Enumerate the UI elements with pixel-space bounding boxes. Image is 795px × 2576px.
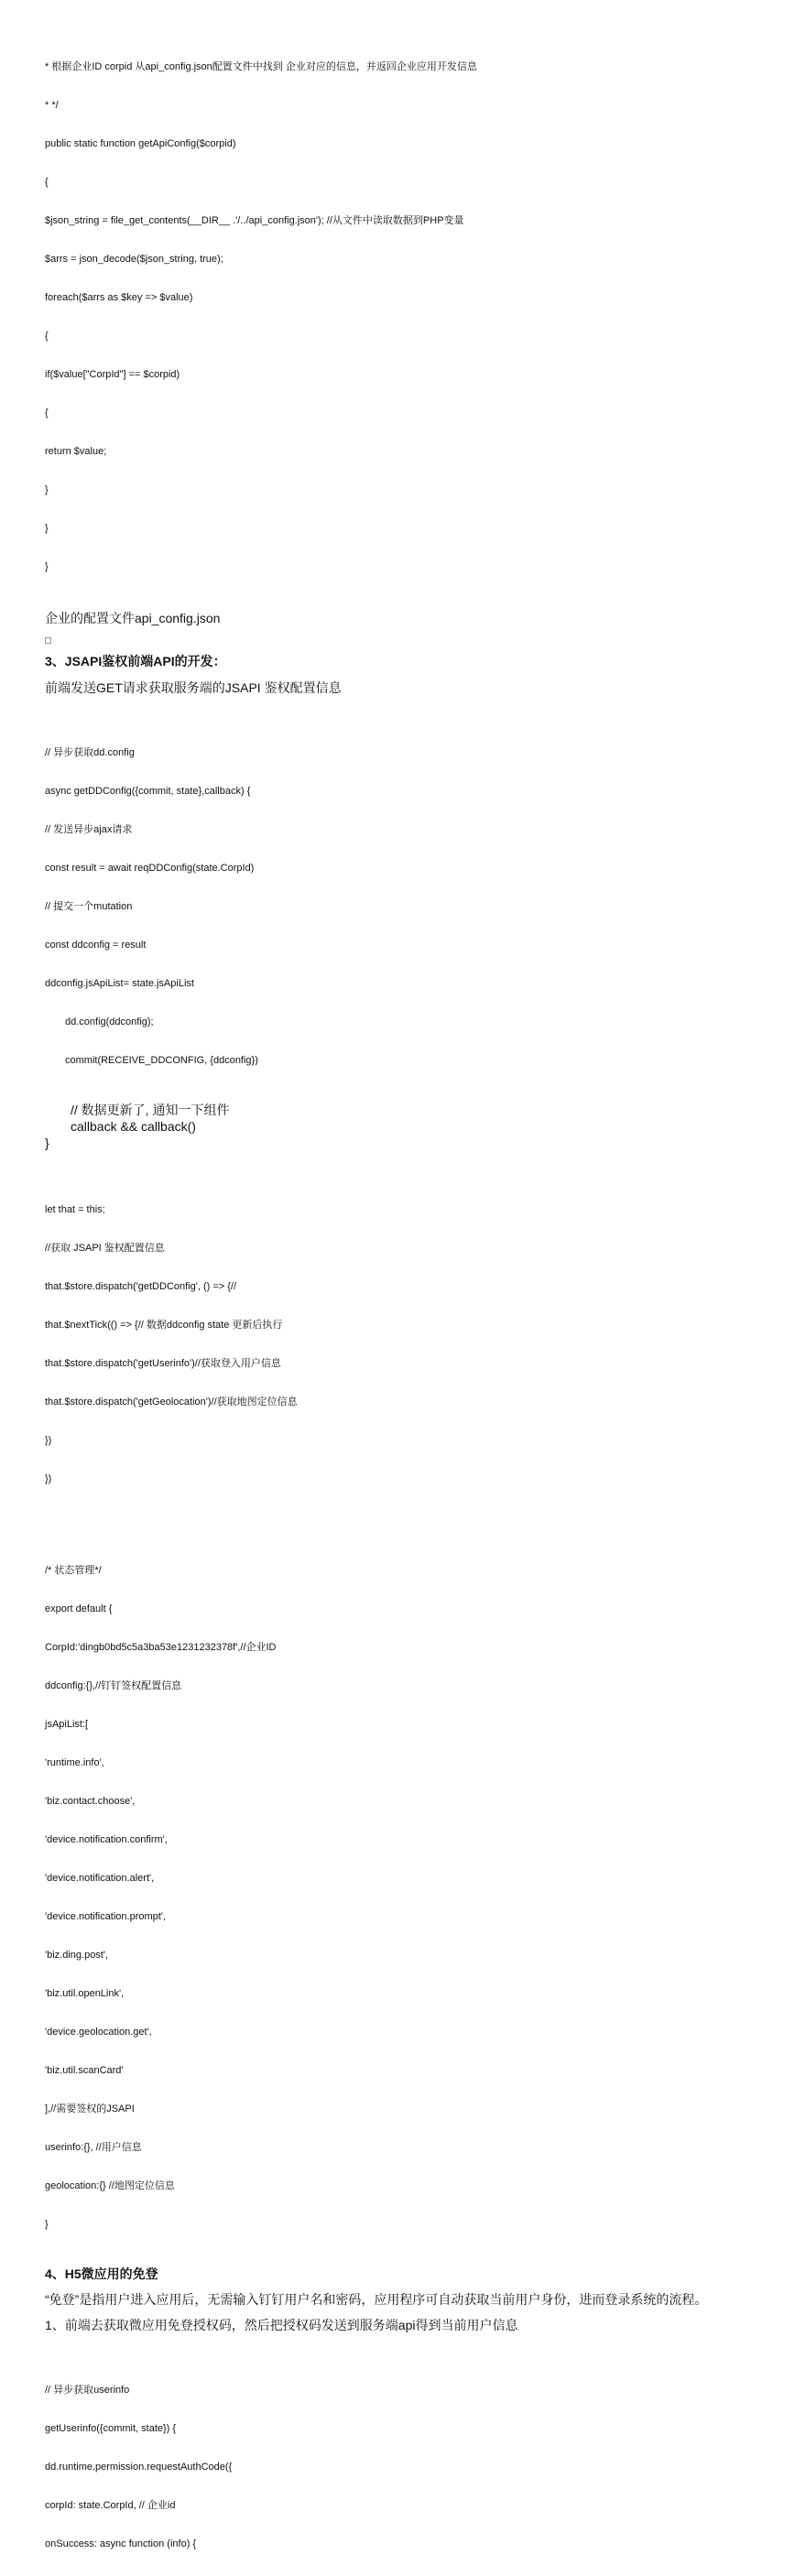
code-line: } <box>45 561 49 572</box>
section-heading-4: 4、H5微应用的免登 <box>45 2266 158 2281</box>
code-line: dd.runtime.permission.requestAuthCode({ <box>45 2462 233 2473</box>
code-line: // 异步获取userinfo <box>45 2385 130 2396</box>
code-line: 'device.geolocation.get', <box>45 2027 152 2038</box>
code-line: 'biz.contact.choose', <box>45 1796 136 1807</box>
code-line: getUserinfo({commit, state}) { <box>45 2423 177 2434</box>
code-line: 'device.notification.confirm', <box>45 1834 168 1845</box>
code-line: { <box>45 408 49 418</box>
code-line: return $value; <box>45 446 107 457</box>
broken-image-icon <box>45 637 51 644</box>
code-line: that.$store.dispatch('getGeolocation')//获取地图定位信息 <box>45 1397 298 1408</box>
code-line: 'biz.util.openLink', <box>45 1988 125 1999</box>
code-line: let that = this; <box>45 1204 105 1215</box>
step1-paragraph: 1、前端去获取微应用免登授权码，然后把授权码发送到服务端api得到当前用户信息 <box>45 2318 518 2332</box>
code-line: corpId: state.CorpId, // 企业id <box>45 2500 176 2511</box>
code-line: const result = await reqDDConfig(state.CorpId) <box>45 863 255 874</box>
code-line: CorpId:'dingb0bd5c5a3ba53e1231232378f',//企业ID <box>45 1642 277 1653</box>
code-line: //获取 JSAPI 鉴权配置信息 <box>45 1243 165 1254</box>
state-code-block <box>45 1538 768 2256</box>
code-line: async getDDConfig({commit, state},callback) { <box>45 786 251 797</box>
config-file-paragraph: 企业的配置文件api_config.json <box>45 611 221 625</box>
getuserinfo-code-block <box>45 2358 768 2576</box>
code-line: that.$nextTick(() => {// 数据ddconfig state 更新后执行 <box>45 1320 283 1331</box>
code-line: }) <box>45 1473 52 1484</box>
code-line: $arrs = json_decode($json_string, true); <box>45 254 223 265</box>
section-heading-3: 3、JSAPI鉴权前端API的开发： <box>45 654 226 668</box>
dispatch-code-block <box>45 1178 768 1511</box>
code-line: $json_string = file_get_contents(__DIR__ .'/../api_config.json'); //从文件中读取数据到PHP变量 <box>45 215 464 226</box>
code-line: /* 状态管理*/ <box>45 1565 102 1576</box>
document-page <box>45 35 768 2576</box>
callback-comment-block <box>45 1102 768 1151</box>
code-line: geolocation:{} //地图定位信息 <box>45 2180 175 2191</box>
code-line: const ddconfig = result <box>45 940 147 951</box>
code-line: userinfo:{}, //用户信息 <box>45 2142 142 2153</box>
code-line: // 提交一个mutation <box>45 901 133 912</box>
code-line: { <box>45 177 49 188</box>
code-line: export default { <box>45 1603 113 1614</box>
jsapi-paragraph: 前端发送GET请求获取服务端的JSAPI 鉴权配置信息 <box>45 680 342 695</box>
php-code-block <box>45 35 768 599</box>
code-line: }) <box>45 1435 52 1446</box>
getddconfig-code-block <box>45 721 768 1092</box>
code-line: { <box>45 331 49 342</box>
code-line: 'device.notification.prompt', <box>45 1911 166 1922</box>
code-line: * 根据企业ID corpid 从api_config.json配置文件中找到 企业对应的信息，并返回企业应用开发信息 <box>45 61 477 72</box>
code-line: onSuccess: async function (info) { <box>45 2538 197 2549</box>
code-line: // 发送异步ajax请求 <box>45 824 133 835</box>
code-line: // 数据更新了, 通知一下组件 <box>71 1103 230 1117</box>
code-line: } <box>45 1136 49 1150</box>
code-line: ddconfig.jsApiList= state.jsApiList <box>45 978 194 989</box>
code-line: that.$store.dispatch('getUserinfo')//获取登入用户信息 <box>45 1358 281 1369</box>
code-line: // 异步获取dd.config <box>45 747 135 758</box>
code-line: } <box>45 484 49 495</box>
code-line: 'device.notification.alert', <box>45 1873 155 1884</box>
code-line: 'biz.ding.post', <box>45 1950 109 1961</box>
code-line: commit(RECEIVE_DDCONFIG, {ddconfig}) <box>65 1055 258 1066</box>
code-line: foreach($arrs as $key => $value) <box>45 292 193 303</box>
code-line: ddconfig:{},//钉钉签权配置信息 <box>45 1680 182 1691</box>
code-line: 'runtime.info', <box>45 1757 104 1768</box>
code-line: * */ <box>45 100 59 111</box>
code-line: public static function getApiConfig($corpid) <box>45 138 236 149</box>
code-line: dd.config(ddconfig); <box>65 1016 154 1027</box>
code-line: if($value["CorpId"] == $corpid) <box>45 369 180 380</box>
code-line: jsApiList:[ <box>45 1719 89 1730</box>
code-line: 'biz.util.scanCard' <box>45 2065 124 2076</box>
free-login-paragraph: “免登”是指用户进入应用后，无需输入钉钉用户名和密码，应用程序可自动获取当前用户身份，进而登录系统的流程。 <box>45 2292 708 2307</box>
code-line: callback && callback() <box>71 1119 196 1134</box>
code-line: that.$store.dispatch('getDDConfig', () => {// <box>45 1281 237 1292</box>
code-line: ],//需要签权的JSAPI <box>45 2103 135 2114</box>
code-line: } <box>45 2219 49 2230</box>
code-line: } <box>45 523 49 534</box>
